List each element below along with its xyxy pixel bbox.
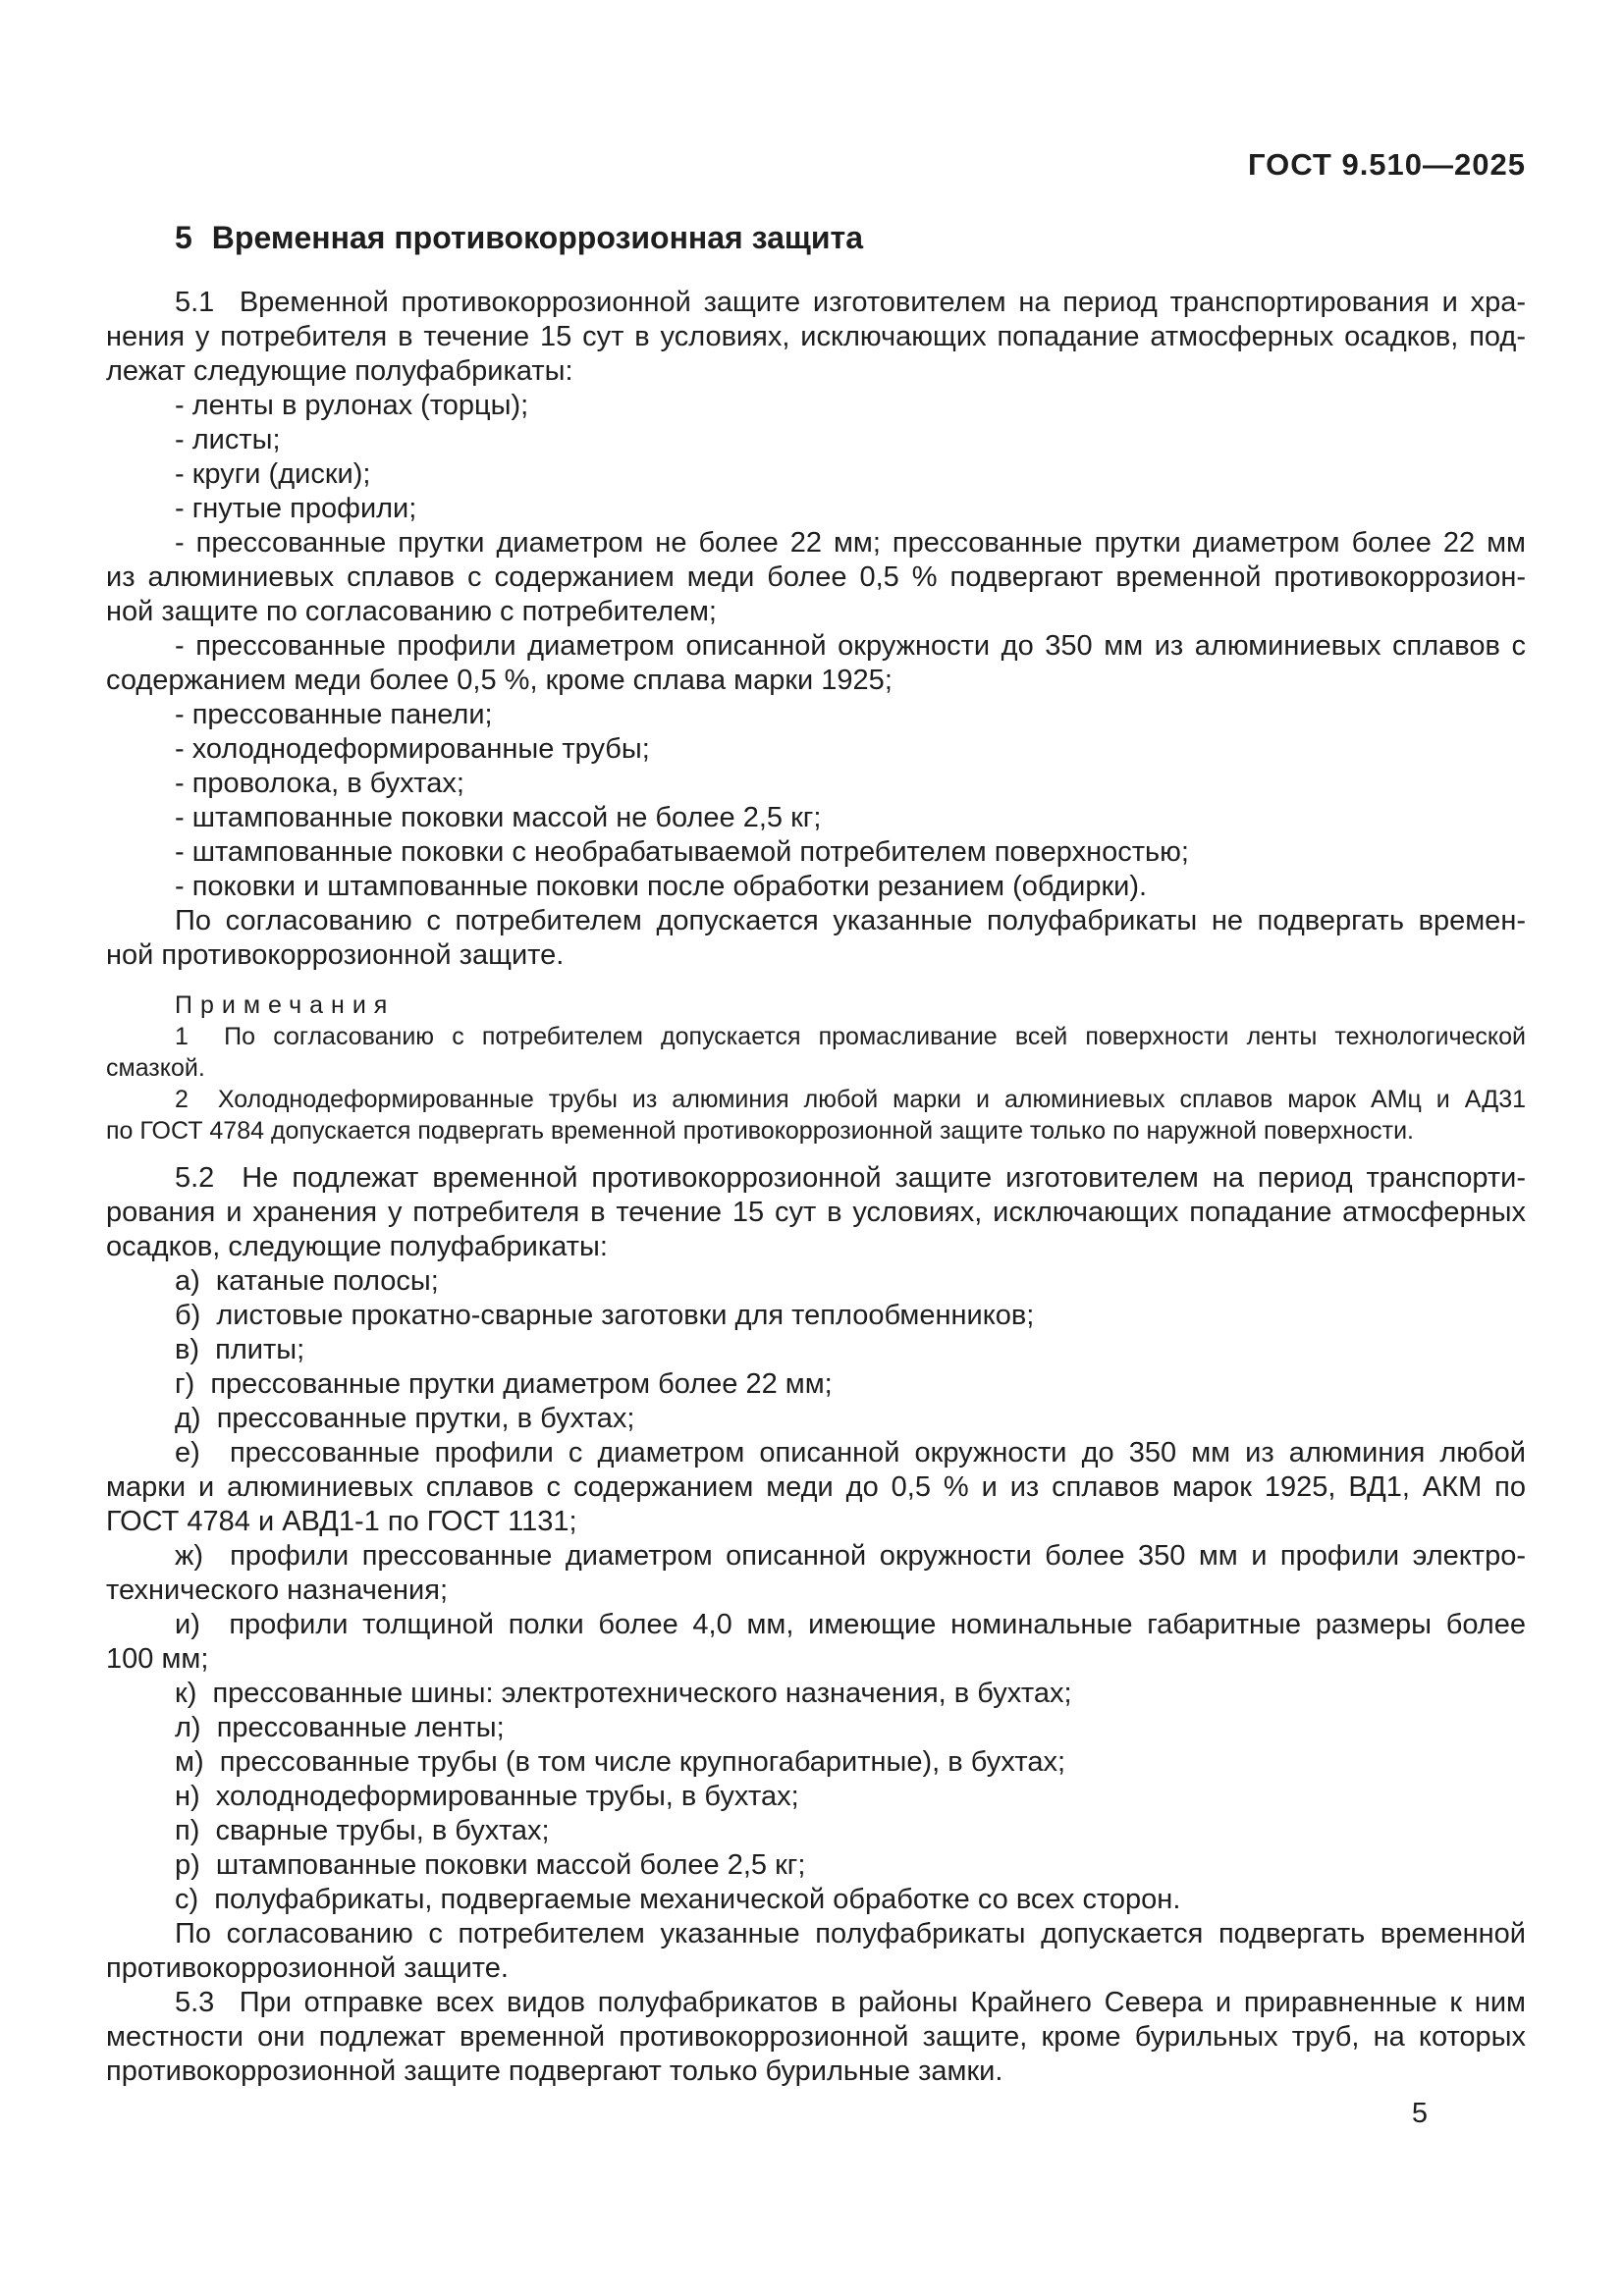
section-title-text: Временная противокоррозионная защита bbox=[211, 220, 863, 255]
text-line: 5.1 Временной противокоррозионной защите изготовителем на период транспортирования и хра- bbox=[175, 287, 1526, 318]
text-line: ж) профили прессованные диаметром описанной окружности более 350 мм и профили электро- bbox=[175, 1540, 1526, 1572]
text-line: б) листовые прокатно-сварные заготовки для теплообменников; bbox=[175, 1300, 1035, 1331]
text-line: по ГОСТ 4784 допускается подвергать временной противокоррозионной защите только по наружной поверхности. bbox=[106, 1117, 1415, 1145]
text-line: р) штампованные поковки массой более 2,5 кг; bbox=[175, 1849, 806, 1881]
text-line: - холоднодеформированные трубы; bbox=[175, 733, 650, 765]
list-item bbox=[106, 1333, 1526, 1367]
text-line: Примечания bbox=[175, 991, 396, 1019]
text-line: н) холоднодеформированные трубы, в бухтах; bbox=[175, 1781, 799, 1812]
text-line: ной защите по согласованию с потребителем; bbox=[106, 596, 717, 627]
list-item bbox=[106, 1814, 1526, 1848]
text-line: марки и алюминиевых сплавов с содержанием меди до 0,5 % и из сплавов марок 1925, ВД1, АКМ по bbox=[106, 1471, 1526, 1503]
note-2 bbox=[106, 1084, 1526, 1147]
paragraph-5-3 bbox=[106, 1986, 1526, 2089]
list-item bbox=[106, 1883, 1526, 1917]
text-line: с) полуфабрикаты, подвергаемые механической обработке со всех сторон. bbox=[175, 1884, 1181, 1915]
text-line: смазкой. bbox=[106, 1054, 205, 1082]
list-item bbox=[106, 1436, 1526, 1539]
list-item bbox=[106, 1367, 1526, 1402]
standard-designation: ГОСТ 9.510—2025 bbox=[1248, 147, 1526, 182]
text-line: технического назначения; bbox=[106, 1575, 448, 1606]
list-item bbox=[106, 1264, 1526, 1299]
text-line: - прессованные прутки диаметром не более 22 мм; прессованные прутки диаметром более 22 мм bbox=[175, 527, 1526, 559]
text-line: рования и хранения у потребителя в течение 15 сут в условиях, исключающих попадание атмосферных bbox=[106, 1197, 1526, 1228]
text-line: местности они подлежат временной противокоррозионной защите, кроме бурильных труб, на которых bbox=[106, 2021, 1526, 2053]
list-item bbox=[106, 389, 1526, 423]
text-line: д) прессованные прутки, в бухтах; bbox=[175, 1403, 635, 1434]
text-line: г) прессованные прутки диаметром более 22 мм; bbox=[175, 1368, 833, 1400]
paragraph-5-2 bbox=[106, 1161, 1526, 1264]
text-line: л) прессованные ленты; bbox=[175, 1712, 505, 1743]
text-line: ГОСТ 4784 и АВД1-1 по ГОСТ 1131; bbox=[106, 1506, 577, 1537]
note-1 bbox=[106, 1021, 1526, 1084]
text-line: противокоррозионной защите подвергают только бурильные замки. bbox=[106, 2056, 1003, 2087]
list-item bbox=[106, 1539, 1526, 1608]
text-line: - прессованные профили диаметром описанной окружности до 350 мм из алюминиевых сплавов с bbox=[175, 630, 1526, 662]
list-item bbox=[106, 1299, 1526, 1333]
text-line: из алюминиевых сплавов с содержанием меди более 0,5 % подвергают временной противокоррозион- bbox=[106, 561, 1526, 593]
text-line: - штампованные поковки с необрабатываемой потребителем поверхностью; bbox=[175, 836, 1189, 868]
list-item bbox=[106, 1780, 1526, 1814]
text-line: 5.2 Не подлежат временной противокоррозионной защите изготовителем на период транспорти- bbox=[175, 1162, 1526, 1194]
list-item bbox=[106, 1848, 1526, 1883]
paragraph-5-1 bbox=[106, 286, 1526, 389]
list-item bbox=[106, 732, 1526, 767]
text-line: 2 Холоднодеформированные трубы из алюминия любой марки и алюминиевых сплавов марок АМц и АД31 bbox=[175, 1086, 1526, 1113]
text-line: - круги (диски); bbox=[175, 458, 371, 490]
text-line: а) катаные полосы; bbox=[175, 1265, 439, 1297]
text-line: - гнутые профили; bbox=[175, 493, 417, 524]
list-item bbox=[106, 767, 1526, 801]
section-number: 5 bbox=[175, 220, 192, 255]
text-line: нения у потребителя в течение 15 сут в условиях, исключающих попадание атмосферных осадков, под- bbox=[106, 321, 1526, 352]
text-line: 5.3 При отправке всех видов полуфабрикатов в районы Крайнего Севера и приравненные к ним bbox=[175, 1987, 1526, 2018]
list-item bbox=[106, 629, 1526, 698]
text-line: По согласованию с потребителем допускается указанные полуфабрикаты не подвергать времен- bbox=[175, 905, 1526, 936]
section-heading bbox=[175, 219, 1526, 256]
list-item bbox=[106, 1608, 1526, 1677]
text-line: - проволока, в бухтах; bbox=[175, 768, 464, 799]
text-line: к) прессованные шины: электротехнического назначения, в бухтах; bbox=[175, 1678, 1072, 1709]
paragraph bbox=[106, 904, 1526, 973]
text-line: п) сварные трубы, в бухтах; bbox=[175, 1815, 550, 1846]
page-number: 5 bbox=[1411, 2098, 1428, 2129]
text-line: содержанием меди более 0,5 %, кроме сплава марки 1925; bbox=[106, 665, 893, 696]
list-item bbox=[106, 1677, 1526, 1711]
list-item bbox=[106, 423, 1526, 457]
list-item bbox=[106, 1745, 1526, 1780]
list-item bbox=[106, 698, 1526, 732]
text-line: в) плиты; bbox=[175, 1334, 305, 1365]
text-line: - ленты в рулонах (торцы); bbox=[175, 390, 529, 421]
paragraph bbox=[106, 1917, 1526, 1986]
text-line: 100 мм; bbox=[106, 1643, 209, 1675]
text-line: - прессованные панели; bbox=[175, 699, 493, 730]
text-line: По согласованию с потребителем указанные полуфабрикаты допускается подвергать временной bbox=[175, 1918, 1526, 1949]
text-line: осадков, следующие полуфабрикаты: bbox=[106, 1231, 608, 1262]
list-item bbox=[106, 526, 1526, 629]
notes-label bbox=[106, 989, 1526, 1021]
text-line: - штампованные поковки массой не более 2,5 кг; bbox=[175, 802, 822, 833]
list-item bbox=[106, 1711, 1526, 1745]
text-line: ной противокоррозионной защите. bbox=[106, 939, 565, 971]
text-line: противокоррозионной защите. bbox=[106, 1952, 509, 1984]
text-line: - поковки и штампованные поковки после обработки резанием (обдирки). bbox=[175, 871, 1148, 902]
document-body bbox=[106, 286, 1526, 2089]
text-line: м) прессованные трубы (в том числе крупногабаритные), в бухтах; bbox=[175, 1746, 1066, 1778]
list-item bbox=[106, 1402, 1526, 1436]
text-line: 1 По согласованию с потребителем допускается промасливание всей поверхности ленты технологической bbox=[175, 1023, 1526, 1050]
list-item bbox=[106, 835, 1526, 870]
text-line: и) профили толщиной полки более 4,0 мм, имеющие номинальные габаритные размеры более bbox=[175, 1609, 1526, 1640]
text-line: е) прессованные профили с диаметром описанной окружности до 350 мм из алюминия любой bbox=[175, 1437, 1526, 1468]
list-item bbox=[106, 801, 1526, 835]
list-item bbox=[106, 492, 1526, 526]
list-item bbox=[106, 457, 1526, 492]
list-item bbox=[106, 870, 1526, 904]
text-line: - листы; bbox=[175, 424, 281, 455]
text-line: лежат следующие полуфабрикаты: bbox=[106, 355, 573, 387]
